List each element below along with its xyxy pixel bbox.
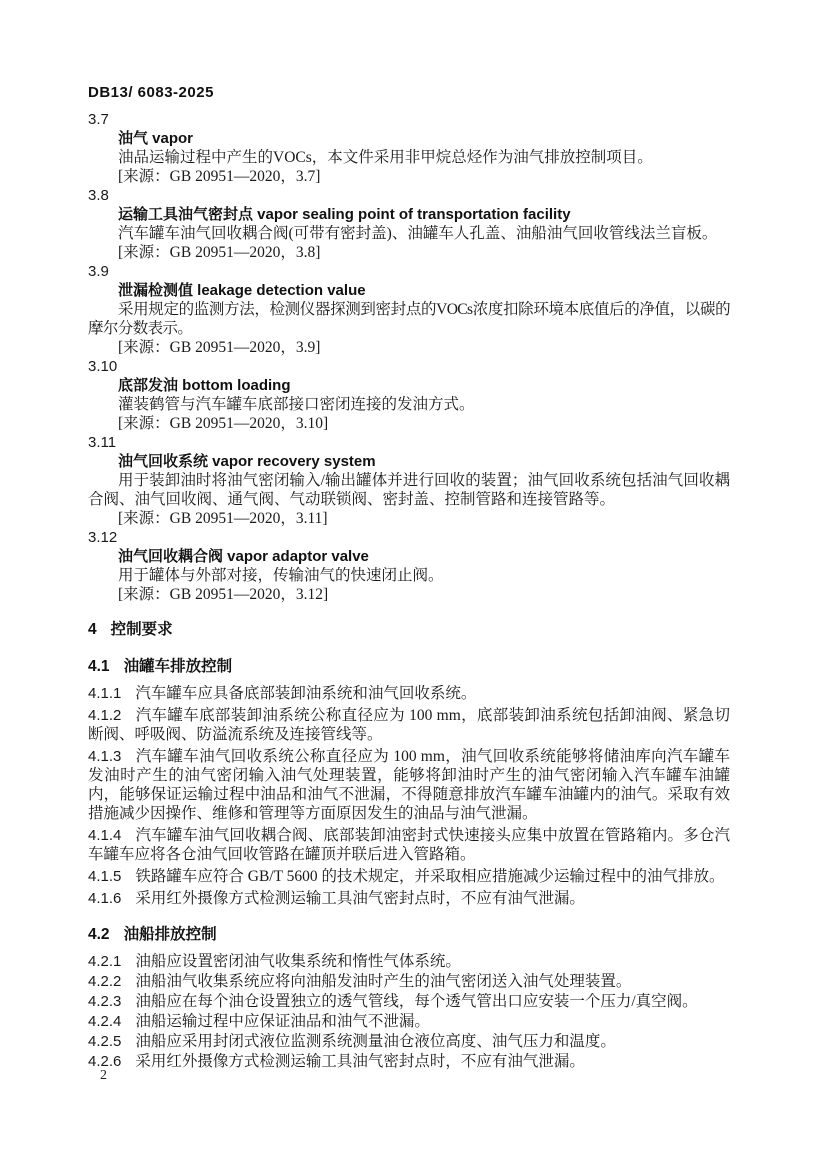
item-number: 4.2.3 xyxy=(88,993,122,1010)
clause-number: 3.9 xyxy=(88,263,109,280)
requirement-item xyxy=(88,972,730,991)
item-text: 油船应采用封闭式液位监测系统测量油仓液位高度、油气压力和温度。 xyxy=(135,1033,616,1050)
clause-number: 3.12 xyxy=(88,529,118,546)
subsection-title: 油罐车排放控制 xyxy=(123,658,233,675)
item-text: 汽车罐车油气回收耦合阀、底部装卸油密封式快速接头应集中放置在管路箱内。多仓汽车罐车应将各仓油气回收管路在罐顶并联后进入管路箱。 xyxy=(88,827,730,863)
term-source: [来源：GB 20951—2020，3.12] xyxy=(118,586,329,603)
term-definition: 用于罐体与外部对接，传输油气的快速闭止阀。 xyxy=(118,567,444,584)
item-text: 采用红外摄像方式检测运输工具油气密封点时，不应有油气泄漏。 xyxy=(135,890,585,907)
requirement-item xyxy=(88,992,730,1011)
document-body xyxy=(88,110,730,1072)
requirement-item xyxy=(88,1052,730,1071)
requirement-item xyxy=(88,1012,730,1031)
term-source: [来源：GB 20951—2020，3.8] xyxy=(118,244,321,261)
item-number: 4.2.1 xyxy=(88,953,122,970)
requirement-item xyxy=(88,706,730,744)
term-definition: 油品运输过程中产生的VOCs，本文件采用非甲烷总烃作为油气排放控制项目。 xyxy=(118,149,653,166)
term-block-3-9 xyxy=(88,262,730,357)
clause-number: 3.10 xyxy=(88,358,118,375)
clause-number: 3.11 xyxy=(88,434,117,451)
subsection-heading-4-1 xyxy=(88,657,730,677)
requirement-item xyxy=(88,889,730,908)
item-number: 4.1.6 xyxy=(88,890,122,907)
section-number: 4 xyxy=(88,621,97,638)
clause-number: 3.7 xyxy=(88,111,109,128)
term-source: [来源：GB 20951—2020，3.11] xyxy=(118,510,328,527)
term-heading: 油气回收耦合阀 vapor adaptor valve xyxy=(118,548,369,565)
section-title: 控制要求 xyxy=(110,621,173,638)
requirement-item xyxy=(88,867,730,886)
clause-number: 3.8 xyxy=(88,187,109,204)
term-source: [来源：GB 20951—2020，3.7] xyxy=(118,168,321,185)
term-block-3-10 xyxy=(88,357,730,433)
item-number: 4.2.6 xyxy=(88,1053,122,1070)
requirement-item xyxy=(88,1032,730,1051)
item-number: 4.1.1 xyxy=(88,685,122,702)
requirement-item xyxy=(88,747,730,823)
item-number: 4.2.5 xyxy=(88,1033,122,1050)
page-number: 2 xyxy=(100,1068,107,1083)
term-definition: 汽车罐车油气回收耦合阀(可带有密封盖)、油罐车人孔盖、油船油气回收管线法兰盲板。 xyxy=(118,225,718,242)
item-text: 汽车罐车应具备底部装卸油系统和油气回收系统。 xyxy=(135,685,477,702)
item-number: 4.1.4 xyxy=(88,827,122,844)
term-block-3-7 xyxy=(88,110,730,186)
item-text: 汽车罐车油气回收系统公称直径应为 100 mm，油气回收系统能够将储油库向汽车罐车发油时产生的油气密闭输入油气处理装置，能够将卸油时产生的油气密闭输入汽车罐车油罐内，能够保证运输过程中油品和油气不泄漏，不得随意排放汽车罐车油罐内的油气。采取有效措施减少因操作、维修和管理等方面原因发生的油品与油气泄漏。 xyxy=(88,748,730,822)
subsection-number: 4.2 xyxy=(88,926,110,943)
subsection-heading-4-2 xyxy=(88,925,730,945)
item-text: 油船油气收集系统应将向油船发油时产生的油气密闭送入油气处理装置。 xyxy=(135,973,632,990)
term-definition: 用于装卸油时将油气密闭输入/输出罐体并进行回收的装置；油气回收系统包括油气回收耦合阀、油气回收阀、通气阀、气动联锁阀、密封盖、控制管路和连接管路等。 xyxy=(88,472,730,508)
requirement-item xyxy=(88,952,730,971)
item-number: 4.1.2 xyxy=(88,707,122,724)
requirement-item xyxy=(88,684,730,703)
item-text: 油船应设置密闭油气收集系统和惰性气体系统。 xyxy=(135,953,461,970)
item-text: 油船应在每个油仓设置独立的透气管线，每个透气管出口应安装一个压力/真空阀。 xyxy=(135,993,698,1010)
term-heading: 底部发油 bottom loading xyxy=(118,377,291,394)
requirements-list-4-2 xyxy=(88,952,730,1071)
term-source: [来源：GB 20951—2020，3.9] xyxy=(118,339,321,356)
section-heading-4 xyxy=(88,620,730,640)
standard-code-header: DB13/ 6083-2025 xyxy=(88,84,214,101)
term-heading: 油气回收系统 vapor recovery system xyxy=(118,453,376,470)
item-number: 4.1.3 xyxy=(88,748,122,765)
term-heading: 泄漏检测值 leakage detection value xyxy=(118,282,366,299)
requirements-list-4-1 xyxy=(88,684,730,908)
term-block-3-8 xyxy=(88,186,730,262)
requirement-item xyxy=(88,826,730,864)
subsection-title: 油船排放控制 xyxy=(123,926,217,943)
subsection-number: 4.1 xyxy=(88,658,110,675)
item-number: 4.2.2 xyxy=(88,973,122,990)
term-definition: 灌装鹤管与汽车罐车底部接口密闭连接的发油方式。 xyxy=(118,396,475,413)
item-text: 汽车罐车底部装卸油系统公称直径应为 100 mm，底部装卸油系统包括卸油阀、紧急切断阀、呼吸阀、防溢流系统及连接管线等。 xyxy=(88,707,730,743)
term-heading: 运输工具油气密封点 vapor sealing point of transportation facility xyxy=(118,206,571,223)
item-number: 4.1.5 xyxy=(88,868,122,885)
item-text: 采用红外摄像方式检测运输工具油气密封点时，不应有油气泄漏。 xyxy=(135,1053,585,1070)
term-heading: 油气 vapor xyxy=(118,130,194,147)
item-text: 铁路罐车应符合 GB/T 5600 的技术规定，并采取相应措施减少运输过程中的油气排放。 xyxy=(135,868,725,885)
item-text: 油船运输过程中应保证油品和油气不泄漏。 xyxy=(135,1013,430,1030)
term-block-3-12 xyxy=(88,528,730,604)
term-source: [来源：GB 20951—2020，3.10] xyxy=(118,415,329,432)
term-block-3-11 xyxy=(88,433,730,528)
term-definition: 采用规定的监测方法，检测仪器探测到密封点的VOCs浓度扣除环境本底值后的净值，以碳的摩尔分数表示。 xyxy=(88,301,730,337)
item-number: 4.2.4 xyxy=(88,1013,122,1030)
